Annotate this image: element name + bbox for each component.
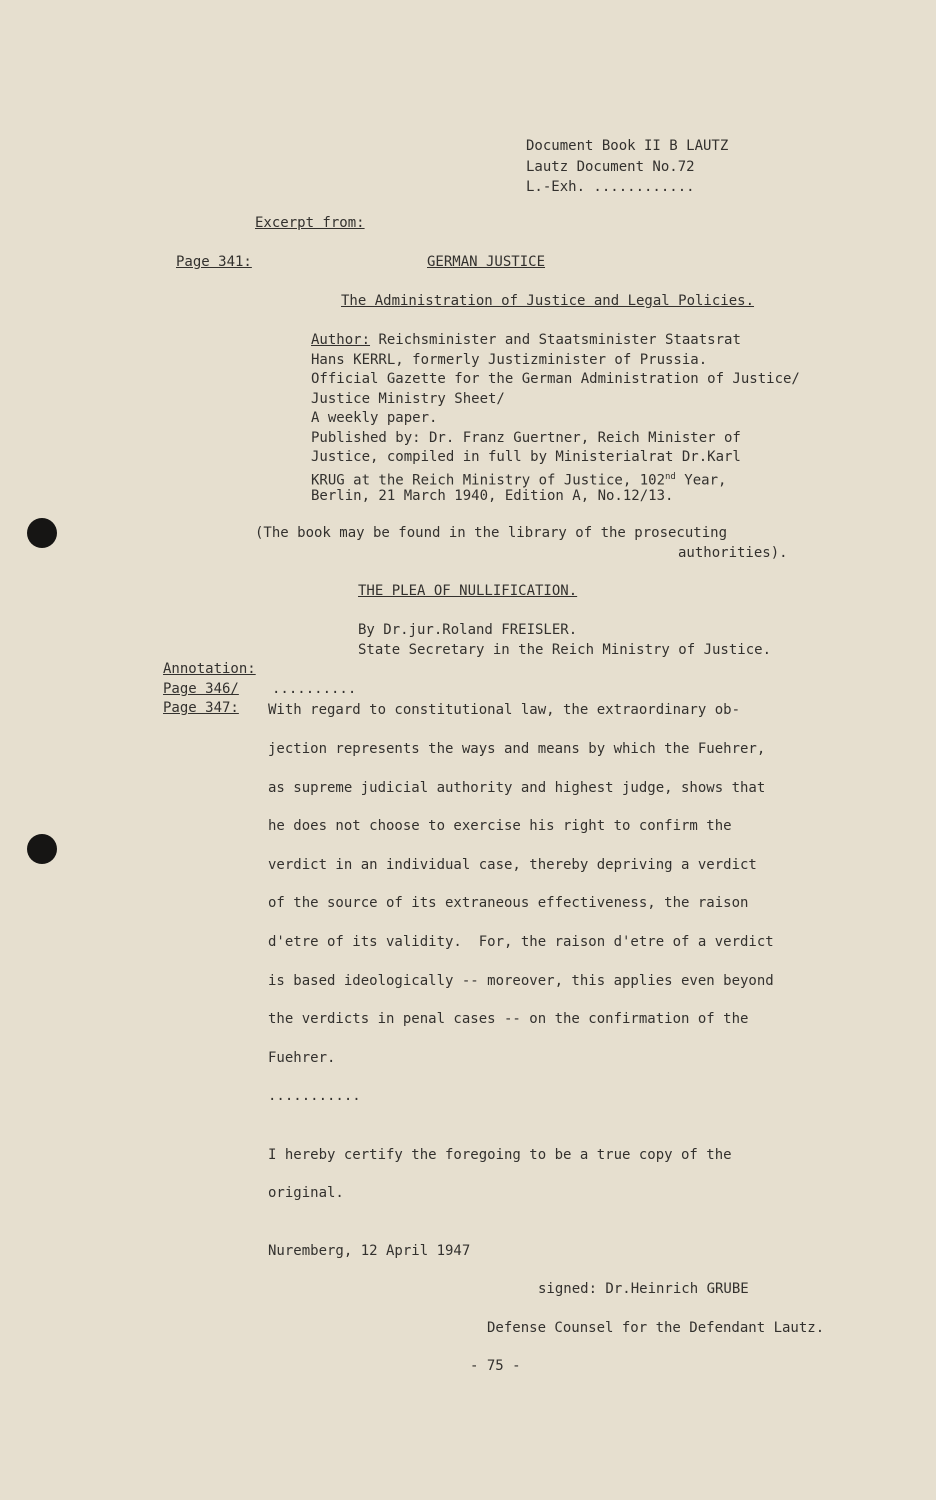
header-exhibit: L.-Exh. ............ (526, 179, 695, 195)
publication-subtitle: The Administration of Justice and Legal Policies. (341, 293, 755, 309)
body-line-5: verdict in an individual case, thereby depriving a verdict (268, 857, 757, 873)
annotation-label: Annotation: (163, 661, 256, 677)
excerpt-label: Excerpt from: (255, 215, 365, 231)
body-line-4: he does not choose to exercise his right to confirm the (268, 818, 732, 834)
body-line-9: the verdicts in penal cases -- on the confirmation of the (268, 1011, 749, 1027)
annotation-page-347: Page 347: (163, 700, 239, 716)
author-line-5: A weekly paper. (311, 410, 438, 426)
author-line-1: Author: Reichsminister and Staatsminister Staatsrat (311, 332, 741, 348)
author-line-9: Berlin, 21 March 1940, Edition A, No.12/13. (311, 488, 674, 504)
byline-position: State Secretary in the Reich Ministry of Justice. (358, 642, 772, 658)
author-line-2: Hans KERRL, formerly Justizminister of Prussia. (311, 352, 708, 368)
body-line-6: of the source of its extraneous effectiveness, the raison (268, 895, 749, 911)
article-title: THE PLEA OF NULLIFICATION. (358, 583, 578, 599)
author-line-4: Justice Ministry Sheet/ (311, 391, 505, 407)
body-line-1: With regard to constitutional law, the extraordinary ob- (268, 702, 741, 718)
author-line-7: Justice, compiled in full by Ministerialrat Dr.Karl (311, 449, 741, 465)
page-reference: Page 341: (176, 254, 252, 270)
signature-line: signed: Dr.Heinrich GRUBE (538, 1281, 749, 1297)
publication-title: GERMAN JUSTICE (427, 254, 546, 270)
omission-ellipsis: ........... (268, 1088, 361, 1104)
punch-hole-top (27, 518, 57, 548)
place-date: Nuremberg, 12 April 1947 (268, 1243, 471, 1259)
body-line-8: is based ideologically -- moreover, this applies even beyond (268, 973, 774, 989)
body-line-10: Fuehrer. (268, 1050, 336, 1066)
annotation-page-346: Page 346/ (163, 681, 239, 697)
punch-hole-bottom (27, 834, 57, 864)
library-note-line-2: authorities). (678, 545, 788, 561)
author-label: Author: (311, 332, 371, 348)
author-line-3: Official Gazette for the German Administration of Justice/ (311, 371, 800, 387)
certification-line-1: I hereby certify the foregoing to be a true copy of the (268, 1147, 732, 1163)
author-line-6: Published by: Dr. Franz Guertner, Reich Minister of (311, 430, 741, 446)
body-line-3: as supreme judicial authority and highest judge, shows that (268, 780, 766, 796)
signer-title: Defense Counsel for the Defendant Lautz. (487, 1320, 825, 1336)
library-note-line-1: (The book may be found in the library of the prosecuting (255, 525, 728, 541)
ordinal-suffix: nd (665, 472, 676, 482)
header-document-book: Document Book II B LAUTZ (526, 138, 729, 154)
certification-line-2: original. (268, 1185, 344, 1201)
annotation-dots: .......... (272, 681, 357, 697)
page-number: - 75 - (470, 1358, 521, 1374)
header-document-number: Lautz Document No.72 (526, 159, 695, 175)
author-line-8: KRUG at the Reich Ministry of Justice, 102nd Year, (311, 472, 727, 489)
body-line-2: jection represents the ways and means by which the Fuehrer, (268, 741, 766, 757)
byline-author: By Dr.jur.Roland FREISLER. (358, 622, 578, 638)
body-line-7: d'etre of its validity. For, the raison d'etre of a verdict (268, 934, 774, 950)
